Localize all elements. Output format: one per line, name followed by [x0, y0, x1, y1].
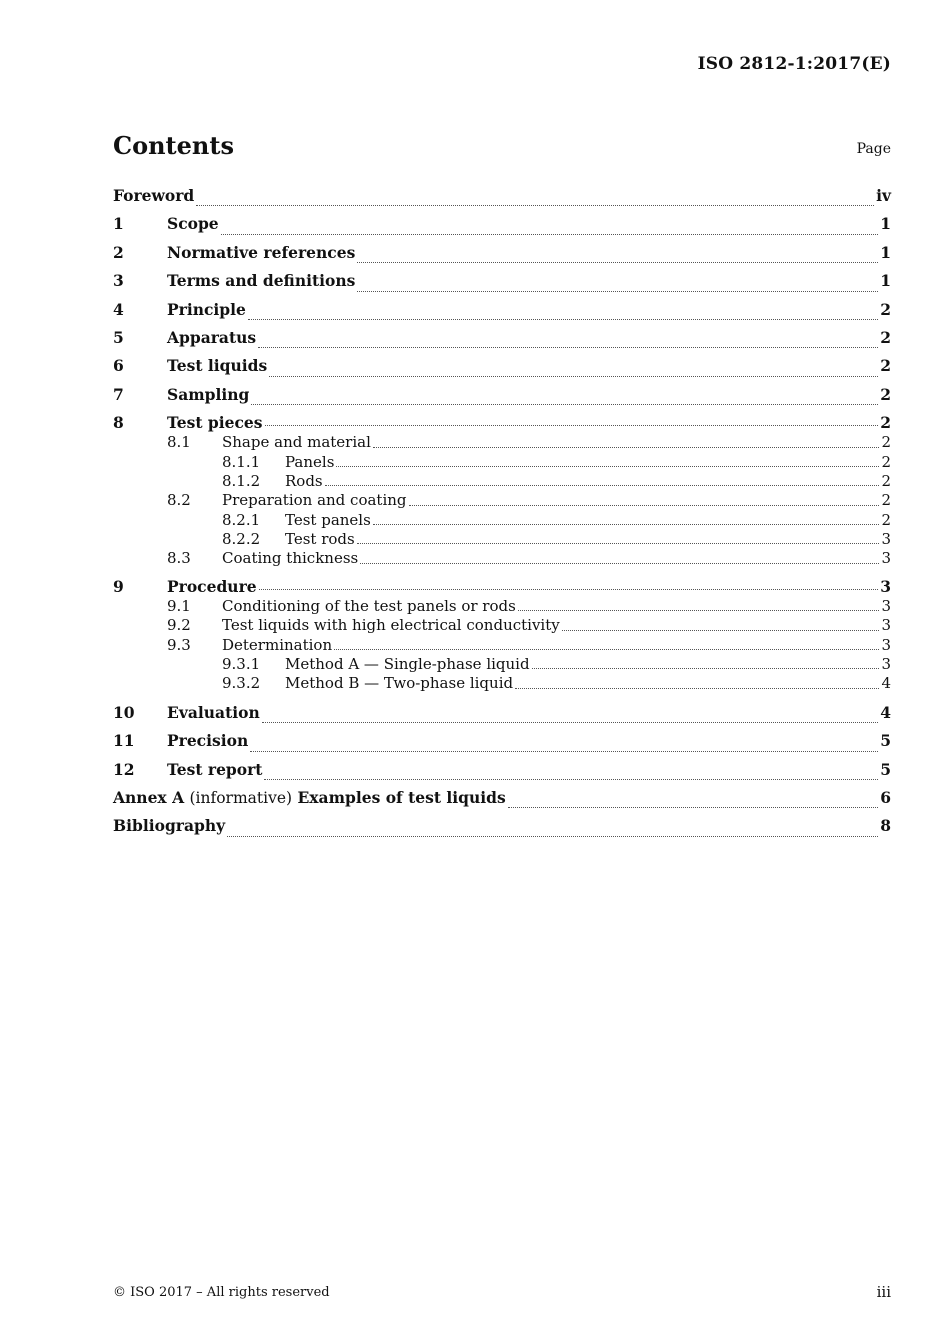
toc-number: 9.3.2 [222, 674, 261, 693]
toc-page: 2 [880, 384, 891, 404]
toc-leader [227, 836, 878, 837]
toc-leader [357, 262, 878, 263]
toc-leader [562, 630, 880, 631]
toc-number: 8.1.2 [222, 471, 261, 490]
toc-page: 2 [881, 452, 891, 471]
toc-label: Coating thickness [222, 549, 359, 568]
toc-entry-precision[interactable] [113, 730, 891, 758]
toc-number: 2 [113, 242, 124, 262]
toc-entry-normative-references[interactable] [113, 242, 891, 270]
toc-label: Test rods [285, 530, 355, 549]
page-number: iii [876, 1283, 891, 1301]
toc-page: 6 [880, 787, 891, 807]
toc-entry-rods[interactable] [113, 472, 891, 491]
toc-leader [373, 447, 880, 448]
toc-label: Terms and definitions [167, 271, 356, 291]
toc-label: Bibliography [113, 816, 226, 836]
toc-number: 5 [113, 327, 124, 347]
toc-page: 2 [880, 327, 891, 347]
toc-page: 8 [880, 816, 891, 836]
toc-label: Preparation and coating [222, 491, 407, 510]
toc-number: 8.3 [167, 549, 191, 568]
toc-label: Evaluation [167, 702, 260, 722]
toc-number: 6 [113, 356, 124, 376]
toc-entry-test-pieces[interactable] [113, 412, 891, 433]
page-column-label: Page [856, 141, 891, 157]
toc-label: Test pieces [167, 413, 263, 433]
toc-number: 8.2 [167, 491, 191, 510]
toc-page: 1 [880, 271, 891, 291]
toc-leader [334, 649, 879, 650]
toc-entry-coating-thickness[interactable] [113, 549, 891, 568]
toc-page: 3 [881, 549, 891, 568]
toc-entry-preparation-and-coating[interactable] [113, 491, 891, 510]
toc-leader [532, 668, 880, 669]
toc-page: 5 [880, 759, 891, 779]
table-of-contents [113, 185, 891, 844]
toc-leader [360, 563, 879, 564]
toc-entry-annex-a[interactable] [113, 787, 891, 815]
toc-label: Principle [167, 299, 246, 319]
toc-label: Normative references [167, 242, 356, 262]
toc-page: 3 [881, 616, 891, 635]
toc-number: 8.2.2 [222, 530, 261, 549]
toc-label: Method A — Single-phase liquid [285, 655, 530, 674]
toc-page: 3 [881, 635, 891, 654]
toc-label: Conditioning of the test panels or rods [222, 596, 516, 615]
toc-page: 5 [880, 731, 891, 751]
toc-page: 4 [881, 674, 891, 693]
toc-label: Apparatus [167, 327, 257, 347]
toc-number: 9.3 [167, 635, 191, 654]
toc-number: 9.1 [167, 596, 191, 615]
toc-page: 2 [881, 471, 891, 490]
toc-page: 2 [880, 413, 891, 433]
toc-page: 2 [881, 433, 891, 452]
toc-number: 8.1.1 [222, 452, 261, 471]
toc-entry-sampling[interactable] [113, 384, 891, 412]
copyright-notice: © ISO 2017 – All rights reserved [113, 1285, 330, 1300]
toc-leader [250, 751, 878, 752]
annex-id: Annex A [113, 787, 185, 807]
toc-entry-terms-and-definitions[interactable] [113, 270, 891, 298]
toc-page: 3 [881, 655, 891, 674]
toc-page: 1 [880, 242, 891, 262]
toc-entry-procedure[interactable] [113, 576, 891, 597]
toc-label: Rods [285, 471, 323, 490]
annex-type: (informative) [189, 788, 293, 807]
toc-leader [373, 524, 880, 525]
toc-entry-panels[interactable] [113, 453, 891, 472]
toc-leader [265, 425, 879, 426]
toc-number: 7 [113, 384, 124, 404]
toc-label: Determination [222, 635, 333, 654]
toc-page: 3 [881, 530, 891, 549]
toc-number: 9.3.1 [222, 655, 261, 674]
toc-label [113, 787, 506, 809]
toc-label: Sampling [167, 384, 250, 404]
toc-number: 4 [113, 299, 124, 319]
toc-leader [508, 807, 878, 808]
toc-label: Method B — Two-phase liquid [285, 674, 514, 693]
toc-page: 1 [880, 214, 891, 234]
toc-number: 10 [113, 702, 135, 722]
toc-page: 2 [880, 299, 891, 319]
toc-number: 1 [113, 214, 124, 234]
toc-page: 4 [880, 702, 891, 722]
toc-entry-conditioning[interactable] [113, 597, 891, 616]
toc-number: 9 [113, 576, 124, 596]
toc-entry-method-a[interactable] [113, 655, 891, 674]
toc-label: Scope [167, 214, 219, 234]
toc-leader [409, 505, 880, 506]
document-code: ISO 2812-1:2017(E) [697, 54, 891, 74]
toc-leader [357, 543, 880, 544]
toc-leader [221, 234, 879, 235]
toc-entry-bibliography[interactable] [113, 815, 891, 843]
toc-label: Foreword [113, 186, 195, 205]
toc-leader [248, 319, 878, 320]
toc-leader [515, 688, 879, 689]
toc-entry-evaluation[interactable] [113, 702, 891, 730]
toc-label: Test liquids with high electrical conductivity [222, 616, 560, 635]
toc-page: 3 [881, 596, 891, 615]
toc-entry-determination[interactable] [113, 636, 891, 655]
toc-number: 8 [113, 413, 124, 433]
toc-number: 3 [113, 271, 124, 291]
toc-leader [269, 376, 878, 377]
toc-entry-shape-and-material[interactable] [113, 433, 891, 452]
toc-entry-principle[interactable] [113, 299, 891, 327]
toc-entry-test-liquids[interactable] [113, 355, 891, 383]
toc-label: Precision [167, 731, 249, 751]
toc-entry-test-report[interactable] [113, 759, 891, 787]
toc-leader [264, 779, 878, 780]
toc-entry-test-rods[interactable] [113, 530, 891, 549]
toc-number: 9.2 [167, 616, 191, 635]
toc-label: Shape and material [222, 433, 371, 452]
toc-number: 12 [113, 759, 135, 779]
toc-entry-high-conductivity[interactable] [113, 616, 891, 635]
toc-page: 2 [881, 491, 891, 510]
toc-number: 8.2.1 [222, 510, 261, 529]
toc-page: iv [876, 186, 891, 205]
toc-leader [357, 291, 878, 292]
toc-leader [196, 205, 874, 206]
toc-entry-test-panels[interactable] [113, 511, 891, 530]
toc-label: Test liquids [167, 356, 268, 376]
toc-entry-foreword[interactable] [113, 185, 891, 213]
toc-entry-method-b[interactable] [113, 674, 891, 693]
toc-entry-scope[interactable] [113, 213, 891, 241]
toc-number: 11 [113, 731, 135, 751]
toc-leader [262, 722, 878, 723]
toc-label: Test panels [285, 510, 371, 529]
toc-page: 3 [880, 576, 891, 596]
toc-leader [518, 610, 880, 611]
page-title: Contents [113, 131, 234, 160]
toc-leader [336, 466, 879, 467]
toc-page: 2 [881, 510, 891, 529]
toc-label: Test report [167, 759, 263, 779]
toc-leader [259, 589, 879, 590]
toc-leader [258, 347, 878, 348]
toc-number: 8.1 [167, 433, 191, 452]
toc-label: Procedure [167, 576, 257, 596]
toc-entry-apparatus[interactable] [113, 327, 891, 355]
toc-leader [251, 404, 878, 405]
toc-label: Panels [285, 452, 335, 471]
toc-leader [325, 485, 880, 486]
annex-title: Examples of test liquids [297, 787, 506, 807]
toc-page: 2 [880, 356, 891, 376]
